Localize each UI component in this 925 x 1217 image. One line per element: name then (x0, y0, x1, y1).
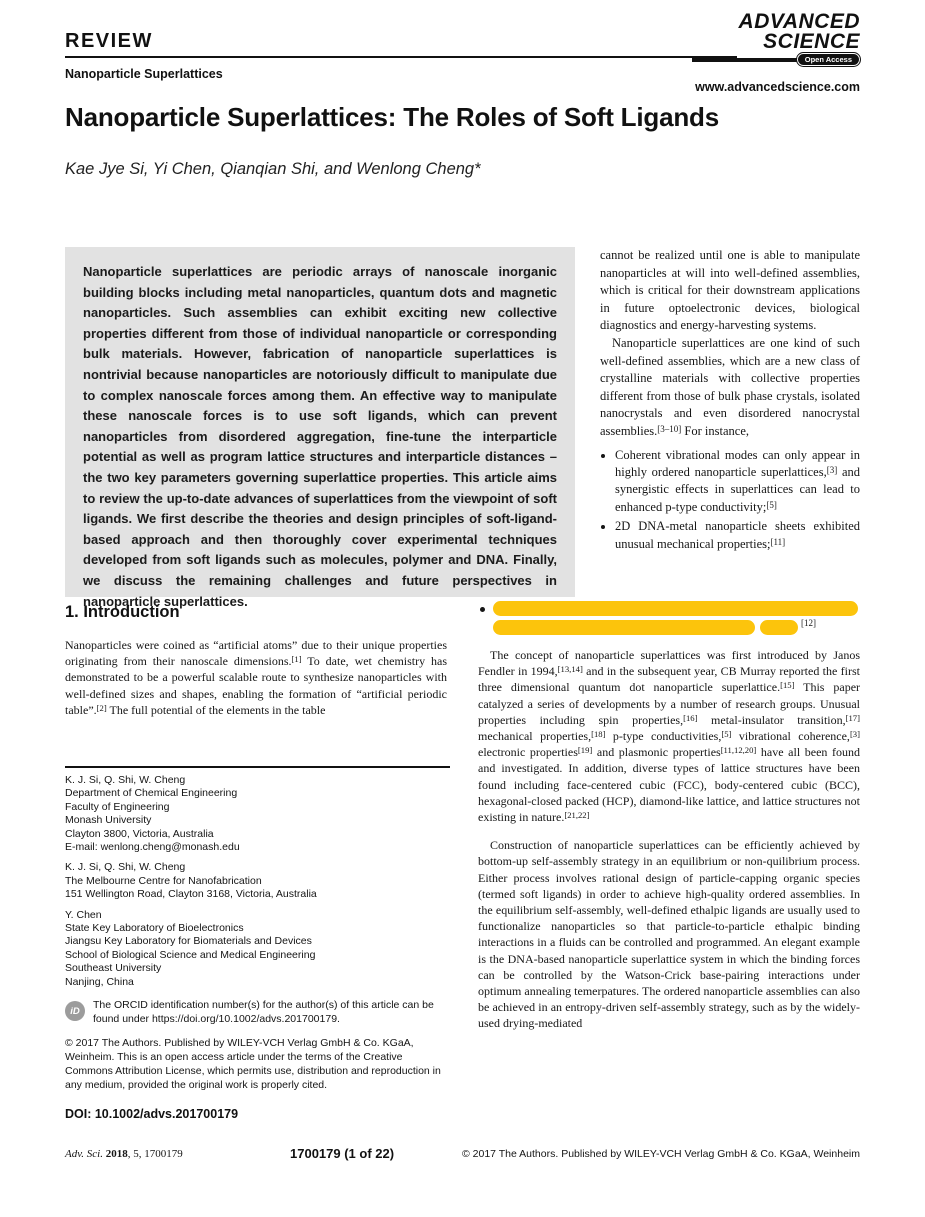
bullet-item: • 2D DNA-metal nanoparticle sheets exhibited unusual mechanical properties;[11] (615, 518, 860, 553)
redacted-bullet-item (478, 601, 860, 635)
header-divider (65, 56, 737, 58)
footer-copyright: © 2017 The Authors. Published by WILEY-VCH Verlag GmbH & Co. KGaA, Weinheim (462, 1148, 860, 1160)
body-paragraph: The concept of nanoparticle superlattices was first introduced by Janos Fendler in 1994,[13,14] and in the subsequent year, CB Murray reported the first three dimensional quantum dot nanoparticle superlattice.[15] This paper catalyzed a series of developments by a number of research groups. Unusual properties including spin properties,[16] metal-insulator transition,[17] mechanical properties,[18] p-type conductivities,[5] vibrational coherence,[3] electronic properties[19] and plasmonic properties[11,12,20] have all been found and investigated. In addition, diverse types of lattice structures have been found including face-centered cubic (FCC), body-centered cubic (BCC), hexagonal-closed packed (HCP), diamond-like lattice, and lattice structures not existing in nature.[21,22] (478, 648, 861, 825)
section-heading-introduction: 1. Introduction (65, 603, 180, 621)
highlight-bar (493, 601, 858, 616)
citation-year: 2018 (105, 1148, 128, 1160)
affiliation-line: K. J. Si, Q. Shi, W. Cheng (65, 861, 186, 874)
affiliation-line: Clayton 3800, Victoria, Australia (65, 827, 214, 840)
license-note: © 2017 The Authors. Published by WILEY-VCH Verlag GmbH & Co. KGaA, Weinheim. This is an open access article under the terms of the Creative Commons Attribution License, which permits use, distribution and reproduction in any medium, provided the original work is properly cited. (65, 1037, 441, 1091)
logo-text-advanced: ADVANCED (738, 10, 860, 33)
running-head: Nanoparticle Superlattices (65, 67, 223, 81)
affiliation-line: K. J. Si, Q. Shi, W. Cheng (65, 774, 186, 786)
logo-text-science: SCIENCE (763, 30, 860, 53)
page-title: Nanoparticle Superlattices: The Roles of Soft Ligands (65, 102, 719, 132)
journal-url-link[interactable]: www.advancedscience.com (695, 80, 860, 94)
bullet-dot-icon (480, 607, 485, 612)
bullet-list (600, 447, 860, 553)
article-type-label: REVIEW (65, 30, 153, 52)
right-column-top (600, 247, 860, 555)
reference-marker: [12] (801, 618, 816, 628)
affiliation-group (65, 861, 450, 901)
affiliation-line: State Key Laboratory of Bioelectronics (65, 922, 244, 935)
affiliation-line: Faculty of Engineering (65, 800, 170, 813)
body-paragraph: cannot be realized until one is able to manipulate nanoparticles at will into well-defined assemblies, which is critical for their downstream applications in future optoelectronic devices, biological diagnostics and energy-harvesting systems. (600, 248, 860, 333)
affiliation-line: The Melbourne Centre for Nanofabrication (65, 874, 262, 887)
affiliation-line: Department of Chemical Engineering (65, 787, 238, 800)
journal-logo (739, 12, 860, 52)
body-paragraph: Construction of nanoparticle superlattices can be efficiently achieved by bottom-up self-assembly strategy in an equilibrium or non-quilibrium process. Either process involves rational design of particle-capping organic species (termed soft ligands) in order to achieve high-quality ordered assemblies. In the equilibrium self-assembly, well-defined ethalpic ligands are usually used to functionalize nanoparticles so that particle-to-particle ethalpic binding interactions in a fluids can be controlled and programmed. An elegant example is the DNA-based nanoparticle superlattice system in which the binding forces can be controlled by the Watson-Crick base-pairing interactions under optimum annealing temerpatures. The ordered nanoparticle assemblies can also be achieved in an entropy-driven self-assembly strategy, such as by the widely-used drying-mediated (478, 838, 860, 1031)
right-column-bottom (478, 601, 860, 1032)
orcid-note: The ORCID identification number(s) for the author(s) of this article can be found under https://doi.org/10.1002/advs.201700179. (93, 999, 434, 1025)
doi: DOI: 10.1002/advs.201700179 (65, 1107, 239, 1122)
abstract-box (65, 247, 575, 609)
affiliation-line: Southeast University (65, 962, 162, 975)
orcid-icon: iD (65, 1001, 85, 1021)
left-column (65, 603, 447, 718)
page-number: 1700179 (1 of 22) (290, 1146, 395, 1161)
affiliation-line: Monash University (65, 814, 152, 827)
footnote-block (65, 766, 450, 1121)
orcid-note-row (65, 999, 450, 1026)
affiliation-line: 151 Wellington Road, Clayton 3168, Victoria, Australia (65, 888, 317, 901)
open-access-badge: Open Access (797, 53, 860, 66)
citation-issue: , 5, 1700179 (127, 1148, 183, 1160)
citation-info (65, 1148, 183, 1160)
body-paragraph: Nanoparticle superlattices are one kind of such well-defined assemblies, which are a new class of crystalline materials with collective properties different from those of bulk phase crystals, isolated nanocrystals and even disordered nanocrystal assemblies.[3–10] For instance, (600, 335, 860, 438)
affiliation-line: School of Biological Science and Medical Engineering (65, 948, 316, 961)
highlight-bar (760, 620, 798, 635)
affiliation-line: Nanjing, China (65, 975, 134, 988)
abstract-text: Nanoparticle superlattices are periodic arrays of nanoscale inorganic building blocks including metal nanoparticles, quantum dots and magnetic nanoparticles. Such assemblies can exhibit exciting new collective properties different from those of individual nanoparticle or corresponding bulk materials. However, fabrication of nanoparticle superlattices is nontrivial because nanoparticles are notoriously difficult to manipulate due to complex nanoscale forces among them. An effective way to manipulate these nanoscale forces is to use soft ligands, which can prevent nanoparticles from disordered aggregation, fine-tune the interparticle potential as well as program lattice structures and interparticle distances – the two key parameters governing superlattice properties. This article aims to review the up-to-date advances of superlattices from the viewpoint of soft ligands. We first describe the theories and design principles of soft-ligand-based approach and then thoroughly cover experimental techniques developed from soft ligands such as molecules, polymer and DNA. Finally, we discuss the remaining challenges and future perspectives in nanoparticle superlattices. (83, 264, 557, 609)
affiliation-group (65, 774, 450, 854)
affiliation-group (65, 909, 450, 989)
journal-abbreviation: Adv. Sci. (65, 1148, 103, 1160)
author-list: Kae Jye Si, Yi Chen, Qianqian Shi, and Wenlong Cheng* (65, 160, 481, 178)
affiliation-line: Y. Chen (65, 908, 102, 921)
bullet-item: • Coherent vibrational modes can only appear in highly ordered nanoparticle superlattices,[3] and synergistic effects in superlattices can lead to enhanced p-type conductivity;[5] (615, 447, 860, 517)
affiliation-line: E-mail: wenlong.cheng@monash.edu (65, 841, 240, 854)
affiliation-line: Jiangsu Key Laboratory for Biomaterials and Devices (65, 935, 312, 948)
highlight-bar (493, 620, 755, 635)
highlight-lines (493, 601, 860, 635)
body-paragraph: Nanoparticles were coined as “artificial atoms” due to their unique properties originating from their nanoscale dimensions.[1] To date, wet chemistry has demonstrated to be a powerful scalable route to synthesize nanoparticles with well-defined sizes and shapes, enabling the formation of “artificial periodic table”.[2] The full potential of the elements in the table (65, 638, 448, 717)
